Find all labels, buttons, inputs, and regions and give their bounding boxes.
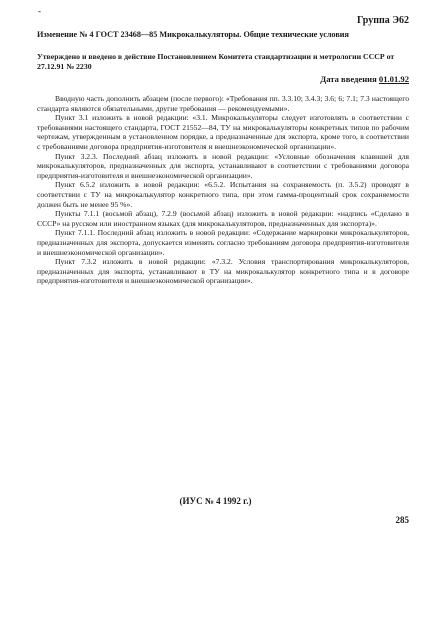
paragraph: Пункт 6.5.2 изложить в новой редакции: «6.5.2. Испытания на сохраняемость (п. 3.5.2) проводят в соответствии с ТУ на микрокалькулятор конкретного типа, при этом гамма-процентный срок сохраняемости должен быть не менее 95 %». xyxy=(37,180,409,209)
paragraph: Пункт 7.3.2 изложить в новой редакции: «7.3.2. Условия транспортирования микрокалькуляторов, предназначенных для экспорта, устанавливают в ТУ на микрокалькулятор конкретного типа и в договоре предприятия-изготовителя и внешнеэкономической организации». xyxy=(37,257,409,286)
paragraph: Пункт 3.2.3. Последний абзац изложить в новой редакции: «Условные обозначения клавишей для микрокалькуляторов, предназначенных для экспорта, устанавливают в соответствии с требованиями договора предприятия-изготовителя и внешнеэкономической организации». xyxy=(37,151,409,180)
effective-date-label: Дата введения xyxy=(320,74,377,84)
approval-statement: Утверждено и введено в действие Постановлением Комитета стандартизации и метрологии СССР от 27.12.91 № 2230 xyxy=(37,52,395,71)
source-reference: (ИУС № 4 1992 г.) xyxy=(179,496,252,506)
paragraph: Вводную часть дополнить абзацем (после первого): «Требования пп. 3.3.10; 3.4.3; 3.6; 6; 7.1; 7.3 настоящего стандарта являются обязательными, другие требования — рекомендуемыми». xyxy=(37,94,409,113)
paragraph: Пункты 7.1.1 (восьмой абзац), 7.2.9 (восьмой абзац) изложить в новой редакции: «надпись «Сделано в СССР» на русском или иностранном языках (для микрокалькуляторов, предназначенных для экспорта)». xyxy=(37,209,409,228)
page-mark: - xyxy=(38,6,41,16)
paragraph: Пункт 7.1.1. Последний абзац изложить в новой редакции: «Содержание маркировки микрокалькуляторов, предназначенных для экспорта, допускается изменять согласно требованиям договора предприятия-изготовителя и внешнеэкономической организации». xyxy=(37,228,409,257)
group-code: Группа Э62 xyxy=(357,15,409,26)
change-title: Изменение № 4 ГОСТ 23468—85 Микрокалькуляторы. Общие технические условия xyxy=(37,30,349,39)
effective-date-value: 01.01.92 xyxy=(378,74,409,84)
paragraph: Пункт 3.1 изложить в новой редакции: «3.1. Микрокалькуляторы следует изготовлять в соответствии с требованиями настоящего стандарта, ГОСТ 21552—84, ТУ на микрокалькуляторы конкретных типов по рабочим чертежам, утвержденным в установленном порядке, а предназначенные для экспорта, кроме того, в соответствии с требованиями договора предприятия-изготовителя и внешнеэкономической организации». xyxy=(37,113,409,151)
effective-date xyxy=(320,74,409,84)
page-number: 285 xyxy=(395,515,409,525)
document-body xyxy=(37,94,409,286)
